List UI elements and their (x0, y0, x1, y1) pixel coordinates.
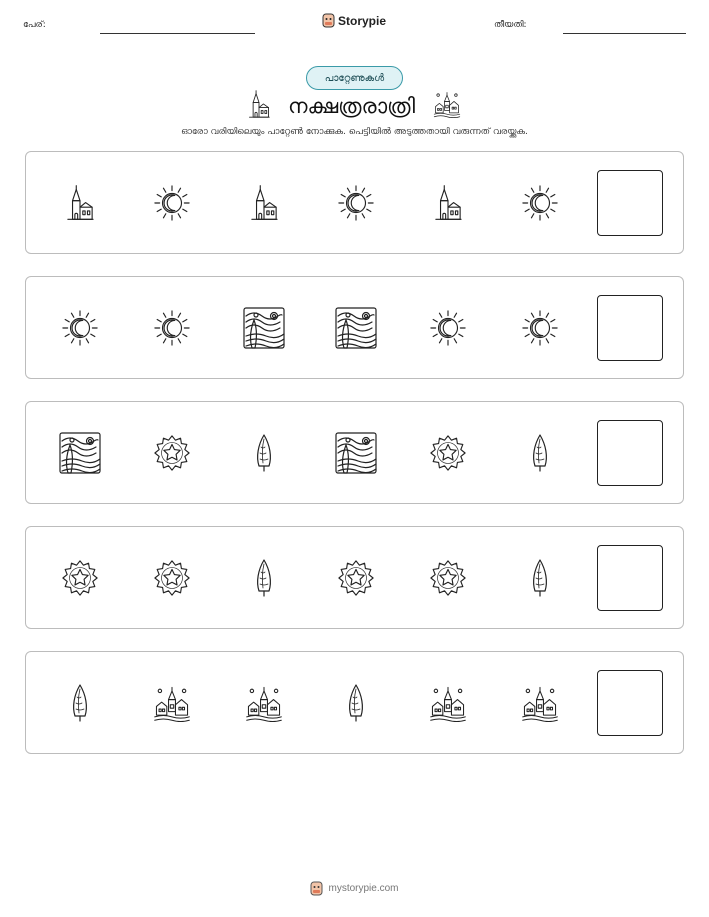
footer-url: mystorypie.com (328, 883, 399, 894)
pattern-row (25, 526, 684, 629)
star-icon (429, 434, 467, 472)
name-label: പേര്: (23, 20, 46, 30)
answer-box[interactable] (597, 295, 663, 361)
cypress-icon (68, 683, 92, 723)
star-icon (153, 434, 191, 472)
answer-box[interactable] (597, 670, 663, 736)
storypie-mascot-icon (310, 881, 323, 896)
pattern-row (25, 401, 684, 504)
moon-icon (521, 184, 559, 222)
village-icon (429, 684, 467, 722)
brand-logo (322, 13, 386, 28)
cypress-icon (344, 683, 368, 723)
starry-icon (58, 431, 102, 475)
instructions: ഓരോ വരിയിലെയും പാറ്റേൺ നോക്കുക. പെട്ടിയിൽ അടുത്തതായി വരുന്നത് വരയ്ക്കുക. (181, 127, 528, 137)
storypie-mascot-icon (322, 13, 335, 28)
cypress-icon (528, 433, 552, 473)
moon-icon (429, 309, 467, 347)
pattern-row (25, 151, 684, 254)
cypress-icon (252, 433, 276, 473)
village-icon (521, 684, 559, 722)
answer-box[interactable] (597, 545, 663, 611)
church-icon (434, 184, 462, 220)
answer-box[interactable] (597, 420, 663, 486)
star-icon (429, 559, 467, 597)
moon-icon (153, 184, 191, 222)
starry-icon (334, 431, 378, 475)
village-icon (433, 90, 461, 122)
page-title: നക്ഷത്രരാത്രി (287, 93, 416, 118)
moon-icon (521, 309, 559, 347)
cypress-icon (252, 558, 276, 598)
church-icon (250, 184, 278, 220)
name-line[interactable] (100, 33, 255, 34)
brand-name: Storypie (338, 13, 387, 28)
star-icon (337, 559, 375, 597)
church-icon (248, 90, 270, 123)
answer-box[interactable] (597, 170, 663, 236)
title-row (0, 90, 709, 123)
moon-icon (61, 309, 99, 347)
village-icon (153, 684, 191, 722)
starry-icon (242, 306, 286, 350)
church-icon (66, 184, 94, 220)
village-icon (245, 684, 283, 722)
starry-icon (334, 306, 378, 350)
moon-icon (153, 309, 191, 347)
footer (0, 881, 709, 896)
pattern-row (25, 276, 684, 379)
star-icon (61, 559, 99, 597)
date-label: തീയതി: (494, 20, 527, 30)
topic-badge: പാറ്റേണുകൾ (306, 66, 403, 90)
star-icon (153, 559, 191, 597)
date-line[interactable] (563, 33, 686, 34)
cypress-icon (528, 558, 552, 598)
pattern-row (25, 651, 684, 754)
moon-icon (337, 184, 375, 222)
